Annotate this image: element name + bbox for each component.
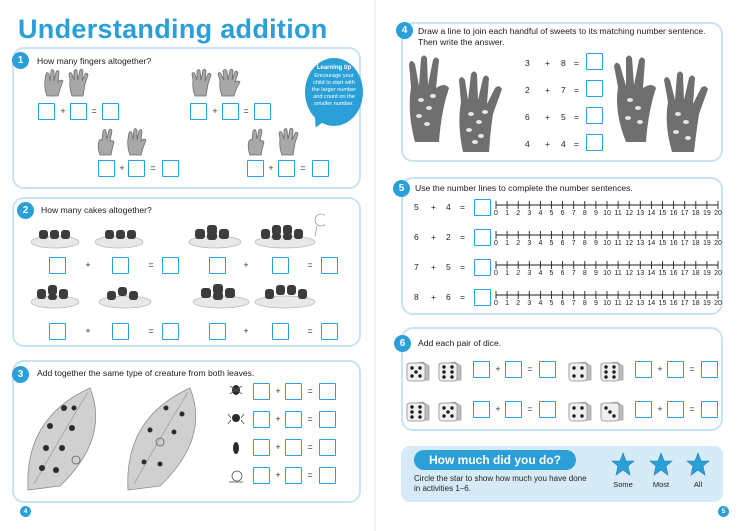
addend-a: 4 — [525, 139, 530, 149]
answer-box[interactable] — [586, 80, 603, 97]
answer-box[interactable] — [162, 257, 179, 274]
equals-sign: = — [460, 232, 465, 242]
plus-sign: + — [85, 326, 91, 336]
answer-box[interactable] — [505, 361, 522, 378]
answer-box[interactable] — [474, 259, 491, 276]
plus-sign: + — [268, 163, 274, 173]
plus-sign: + — [657, 364, 663, 374]
number-line-label: 10 — [603, 240, 611, 247]
plus-sign: + — [431, 292, 436, 302]
number-line-label: 15 — [658, 270, 667, 277]
answer-box[interactable] — [209, 257, 226, 274]
answer-box[interactable] — [586, 134, 603, 151]
number-line-label: 13 — [636, 270, 645, 277]
learning-tip-bubble — [305, 58, 363, 126]
activity-3-number: 3 — [12, 366, 29, 383]
number-line-label: 17 — [680, 240, 689, 247]
answer-box[interactable] — [253, 467, 270, 484]
addend-b: 6 — [446, 292, 451, 302]
plus-sign: + — [431, 202, 436, 212]
plus-sign: + — [212, 106, 218, 116]
answer-box[interactable] — [49, 323, 66, 340]
equals-sign: = — [574, 112, 579, 122]
plus-sign: + — [545, 139, 550, 149]
number-line-label: 11 — [614, 210, 622, 217]
leaves-with-creatures-illustration — [20, 378, 220, 498]
plus-sign: + — [431, 232, 436, 242]
number-line-label: 16 — [669, 300, 678, 307]
activity-1-number: 1 — [12, 52, 29, 69]
number-line-label: 3 — [527, 240, 532, 247]
number-line-label: 11 — [614, 300, 622, 307]
number-line-label: 4 — [538, 270, 543, 277]
activity-4-prompt: Draw a line to join each handful of sweets to its matching number sentence. Then write the answer. — [418, 26, 706, 47]
number-line-label: 7 — [571, 240, 576, 247]
number-line-label: 14 — [647, 300, 656, 307]
answer-box[interactable] — [254, 103, 271, 120]
answer-box[interactable] — [321, 323, 338, 340]
equals-sign: = — [574, 139, 579, 149]
addend-a: 2 — [525, 85, 530, 95]
number-line-label: 9 — [593, 300, 598, 307]
star-most-icon[interactable] — [649, 452, 673, 476]
answer-box[interactable] — [128, 160, 145, 177]
activity-6-number: 6 — [394, 335, 411, 352]
number-line-label: 12 — [625, 270, 634, 277]
hand-fingers-2-icon — [245, 127, 269, 157]
answer-box[interactable] — [319, 411, 336, 428]
addend-b: 4 — [561, 139, 566, 149]
die-face-3-icon — [599, 398, 625, 422]
equals-sign: = — [150, 163, 156, 173]
number-line-label: 18 — [691, 270, 700, 277]
answer-box[interactable] — [635, 361, 652, 378]
answer-box[interactable] — [701, 401, 718, 418]
answer-box[interactable] — [701, 361, 718, 378]
hand-fingers-4-icon — [277, 127, 301, 157]
addend-a: 6 — [525, 112, 530, 122]
number-line-label: 18 — [691, 240, 700, 247]
addend-a: 8 — [414, 292, 419, 302]
plus-sign: + — [545, 85, 550, 95]
number-line-label: 11 — [614, 240, 622, 247]
number-line-label: 20 — [714, 270, 722, 277]
number-line-label: 19 — [702, 240, 711, 247]
number-line-label: 15 — [658, 240, 667, 247]
answer-box[interactable] — [49, 257, 66, 274]
number-line-label: 4 — [538, 210, 543, 217]
plus-sign: + — [275, 470, 281, 480]
hand-fingers-4-icon — [190, 68, 214, 98]
number-line-label: 13 — [636, 240, 645, 247]
number-line-label: 13 — [636, 300, 645, 307]
answer-box[interactable] — [321, 257, 338, 274]
plus-sign: + — [275, 414, 281, 424]
addend-a: 5 — [414, 202, 419, 212]
addend-a: 3 — [525, 58, 530, 68]
answer-box[interactable] — [70, 103, 87, 120]
number-line-label: 14 — [647, 240, 656, 247]
number-line-label: 13 — [636, 210, 645, 217]
plus-sign: + — [545, 58, 550, 68]
answer-box[interactable] — [253, 383, 270, 400]
learning-tip-body: Encourage your child to start with the larger number and count on the smaller number. — [311, 73, 357, 107]
answer-box[interactable] — [473, 401, 490, 418]
plus-sign: + — [495, 364, 501, 374]
activity-2-prompt: How many cakes altogether? — [41, 205, 152, 215]
number-line-label: 18 — [691, 300, 700, 307]
star-label-most: Most — [652, 480, 670, 489]
sweets-handful-right-illustration — [606, 52, 718, 157]
answer-box[interactable] — [474, 199, 491, 216]
number-line-label: 0 — [494, 240, 498, 247]
answer-box[interactable] — [319, 383, 336, 400]
activity-6-prompt: Add each pair of dice. — [418, 338, 502, 348]
sweets-handful-left-illustration — [405, 52, 515, 157]
answer-box[interactable] — [474, 229, 491, 246]
die-face-6-icon — [437, 358, 463, 382]
answer-box[interactable] — [586, 53, 603, 70]
answer-box[interactable] — [190, 103, 207, 120]
number-line-label: 19 — [702, 210, 711, 217]
equals-sign: = — [460, 292, 465, 302]
equals-sign: = — [91, 106, 97, 116]
addend-b: 4 — [446, 202, 451, 212]
number-line-label: 1 — [505, 210, 510, 217]
number-line-label: 4 — [538, 240, 543, 247]
hand-fingers-2-icon — [95, 127, 119, 157]
equals-sign: = — [574, 85, 579, 95]
answer-box[interactable] — [38, 103, 55, 120]
equals-sign: = — [527, 404, 533, 414]
number-line-label: 17 — [680, 270, 689, 277]
addend-b: 5 — [446, 262, 451, 272]
activity-1-prompt: How many fingers altogether? — [37, 56, 152, 66]
answer-box[interactable] — [285, 467, 302, 484]
number-line-label: 14 — [647, 270, 656, 277]
number-line-label: 8 — [582, 210, 587, 217]
equals-sign: = — [307, 470, 313, 480]
number-line-label: 3 — [527, 210, 532, 217]
number-line-label: 16 — [669, 240, 678, 247]
number-line-label: 18 — [691, 210, 700, 217]
number-line-label: 8 — [582, 270, 587, 277]
answer-box[interactable] — [667, 361, 684, 378]
number-line-label: 1 — [505, 240, 510, 247]
number-line-label: 6 — [560, 270, 565, 277]
number-line-label: 6 — [560, 210, 565, 217]
answer-box[interactable] — [285, 383, 302, 400]
answer-box[interactable] — [474, 289, 491, 306]
number-line-label: 12 — [625, 240, 634, 247]
number-line-label: 5 — [549, 300, 554, 307]
answer-box[interactable] — [319, 439, 336, 456]
equals-sign: = — [148, 326, 154, 336]
number-line-label: 1 — [505, 300, 510, 307]
plus-sign: + — [545, 112, 550, 122]
number-line-label: 8 — [582, 240, 587, 247]
number-line-label: 6 — [560, 300, 565, 307]
number-line-label: 9 — [593, 270, 598, 277]
answer-box[interactable] — [285, 411, 302, 428]
answer-box[interactable] — [112, 323, 129, 340]
number-line-label: 2 — [516, 300, 521, 307]
number-line-label: 2 — [516, 270, 521, 277]
number-line-label: 16 — [669, 270, 678, 277]
answer-box[interactable] — [209, 323, 226, 340]
equals-sign: = — [689, 404, 695, 414]
number-line-label: 19 — [702, 270, 711, 277]
equals-sign: = — [307, 386, 313, 396]
number-line-label: 10 — [603, 270, 611, 277]
number-line-label: 19 — [702, 300, 711, 307]
answer-box[interactable] — [319, 467, 336, 484]
plus-sign: + — [119, 163, 125, 173]
activity-4-number: 4 — [396, 22, 413, 39]
answer-box[interactable] — [312, 160, 329, 177]
activity-2-number: 2 — [17, 202, 34, 219]
number-line-label: 16 — [669, 210, 678, 217]
hand-fingers-3-icon — [125, 127, 149, 157]
activity-3-prompt: Add together the same type of creature from both leaves. — [37, 368, 255, 378]
answer-box[interactable] — [473, 361, 490, 378]
hand-fingers-4-icon — [67, 68, 91, 98]
addend-b: 7 — [561, 85, 566, 95]
addend-b: 8 — [561, 58, 566, 68]
answer-box[interactable] — [278, 160, 295, 177]
answer-box[interactable] — [539, 361, 556, 378]
answer-box[interactable] — [272, 257, 289, 274]
number-line-label: 3 — [527, 270, 532, 277]
number-line-label: 5 — [549, 240, 554, 247]
plus-sign: + — [243, 326, 249, 336]
number-line-label: 20 — [714, 240, 722, 247]
hand-fingers-3-icon — [42, 68, 66, 98]
plus-sign: + — [85, 260, 91, 270]
equals-sign: = — [460, 262, 465, 272]
number-line-label: 5 — [549, 270, 554, 277]
equals-sign: = — [300, 163, 306, 173]
answer-box[interactable] — [102, 103, 119, 120]
answer-box[interactable] — [162, 323, 179, 340]
equals-sign: = — [307, 414, 313, 424]
number-line-label: 0 — [494, 300, 498, 307]
plus-sign: + — [275, 386, 281, 396]
answer-box[interactable] — [667, 401, 684, 418]
number-line-label: 1 — [505, 270, 510, 277]
number-line-label: 11 — [614, 270, 622, 277]
answer-box[interactable] — [539, 401, 556, 418]
answer-box[interactable] — [112, 257, 129, 274]
answer-box[interactable] — [247, 160, 264, 177]
plus-sign: + — [657, 404, 663, 414]
page-title: Understanding addition — [18, 14, 328, 44]
die-face-6-icon — [599, 358, 625, 382]
equals-sign: = — [307, 260, 313, 270]
number-line-label: 6 — [560, 240, 565, 247]
die-face-4-icon — [567, 398, 593, 422]
activity-5-prompt: Use the number lines to complete the number sentences. — [415, 183, 633, 193]
answer-box[interactable] — [635, 401, 652, 418]
number-line-label: 20 — [714, 300, 722, 307]
star-label-some: Some — [613, 480, 633, 489]
page-number-right: 5 — [718, 506, 729, 517]
number-line-label: 12 — [625, 210, 634, 217]
answer-box[interactable] — [98, 160, 115, 177]
number-line-label: 9 — [593, 210, 598, 217]
die-face-4-icon — [567, 358, 593, 382]
number-line-label: 8 — [582, 300, 587, 307]
number-line-label: 7 — [571, 300, 576, 307]
number-line-label: 4 — [538, 300, 543, 307]
summary-title: How much did you do? — [414, 450, 576, 470]
star-some-icon[interactable] — [611, 452, 635, 476]
equals-sign: = — [307, 442, 313, 452]
die-face-5-icon — [437, 398, 463, 422]
addend-a: 6 — [414, 232, 419, 242]
number-line-label: 20 — [714, 210, 722, 217]
star-label-all: All — [693, 480, 703, 489]
page-number-left: 4 — [20, 506, 31, 517]
equals-sign: = — [574, 58, 579, 68]
die-face-5-icon — [405, 358, 431, 382]
number-line-label: 0 — [494, 270, 498, 277]
number-line-label: 14 — [647, 210, 656, 217]
answer-box[interactable] — [586, 107, 603, 124]
number-line-label: 0 — [494, 210, 498, 217]
number-line-label: 3 — [527, 300, 532, 307]
equals-sign: = — [148, 260, 154, 270]
activity-5-number: 5 — [393, 180, 410, 197]
die-face-6-icon — [405, 398, 431, 422]
addend-b: 2 — [446, 232, 451, 242]
answer-box[interactable] — [272, 323, 289, 340]
plus-sign: + — [60, 106, 66, 116]
number-line-label: 10 — [603, 210, 611, 217]
learning-tip-heading: Learning tip — [316, 65, 352, 71]
equals-sign: = — [243, 106, 249, 116]
number-line-label: 2 — [516, 240, 521, 247]
number-line-label: 9 — [593, 240, 598, 247]
answer-box[interactable] — [505, 401, 522, 418]
answer-box[interactable] — [285, 439, 302, 456]
summary-instructions: Circle the star to show how much you have done in activities 1–6. — [414, 474, 587, 493]
hand-fingers-5-icon — [217, 68, 243, 98]
page-gutter — [374, 0, 376, 531]
number-line-label: 2 — [516, 210, 521, 217]
equals-sign: = — [460, 202, 465, 212]
number-line-label: 17 — [680, 210, 689, 217]
equals-sign: = — [689, 364, 695, 374]
addend-b: 5 — [561, 112, 566, 122]
answer-box[interactable] — [162, 160, 179, 177]
answer-box[interactable] — [222, 103, 239, 120]
number-line-label: 15 — [658, 300, 667, 307]
number-line-label: 7 — [571, 270, 576, 277]
plus-sign: + — [275, 442, 281, 452]
star-all-icon[interactable] — [686, 452, 710, 476]
equals-sign: = — [527, 364, 533, 374]
plus-sign: + — [431, 262, 436, 272]
plus-sign: + — [243, 260, 249, 270]
number-line-label: 7 — [571, 210, 576, 217]
plus-sign: + — [495, 404, 501, 414]
creature-key-icons — [226, 380, 246, 492]
number-line-label: 5 — [549, 210, 554, 217]
number-line-label: 17 — [680, 300, 689, 307]
number-line-label: 15 — [658, 210, 667, 217]
addend-a: 7 — [414, 262, 419, 272]
equals-sign: = — [307, 326, 313, 336]
answer-box[interactable] — [253, 411, 270, 428]
answer-box[interactable] — [253, 439, 270, 456]
number-line-label: 10 — [603, 300, 611, 307]
number-line-label: 12 — [625, 300, 634, 307]
